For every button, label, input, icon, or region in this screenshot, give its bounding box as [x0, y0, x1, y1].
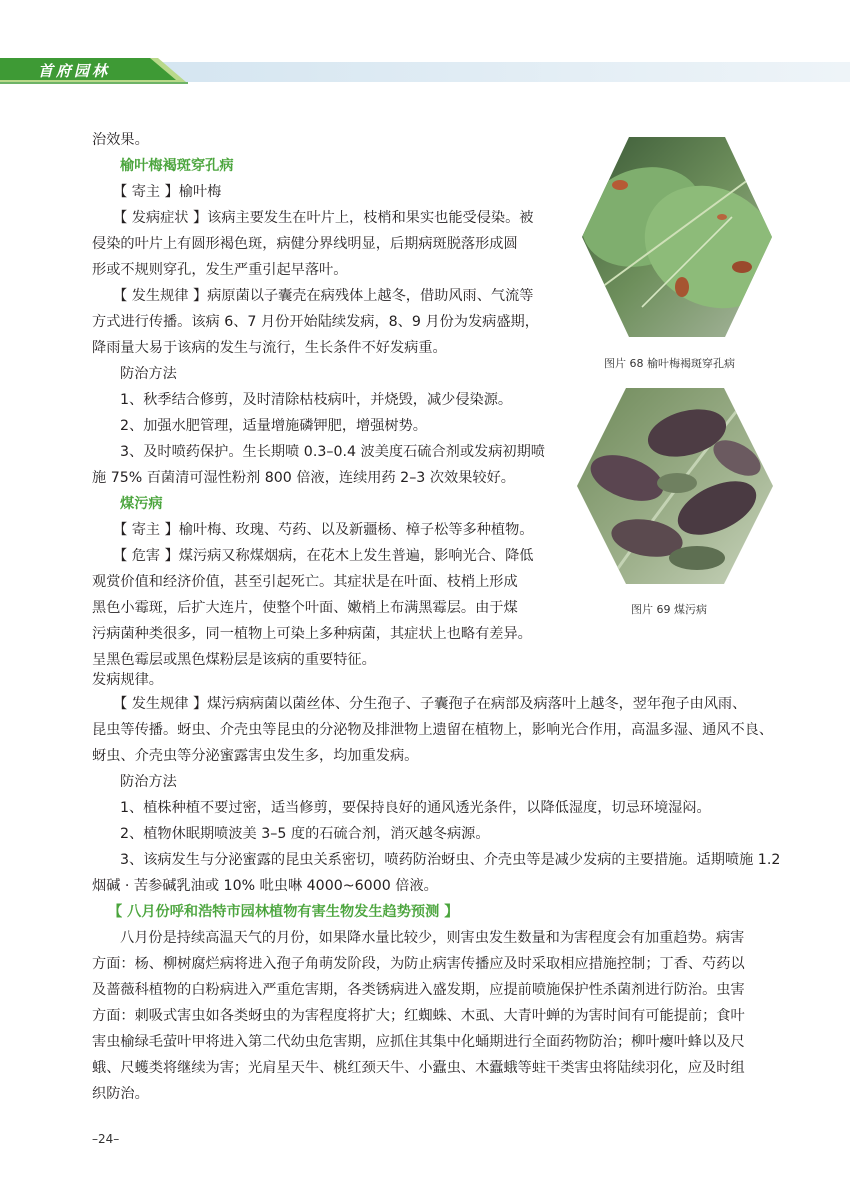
text-line: 方面：杨、柳树腐烂病将进入孢子角萌发阶段，为防止病害传播应及时采取相应措施控制；丁香、芍药以: [92, 956, 745, 972]
text-line: 及蔷薇科植物的白粉病进入严重危害期，各类锈病进入盛发期，应提前喷施保护性杀菌剂进行防治。虫害: [92, 982, 745, 998]
page-number: –24–: [92, 1132, 120, 1146]
text-line: 治效果。: [92, 132, 149, 148]
text-line: 蛾、尺蠖类将继续为害；光肩星天牛、桃红颈天牛、小蠹虫、木蠹蛾等蛀干类害虫将陆续羽化，应及时组: [92, 1060, 745, 1076]
text-line: 昆虫等传播。蚜虫、介壳虫等昆虫的分泌物及排泄物上遗留在植物上，影响光合作用，高温多湿、通风不良、: [92, 722, 774, 738]
figure-caption: 图片 68 榆叶梅褐斑穿孔病: [604, 357, 735, 370]
section-heading: 榆叶梅褐斑穿孔病: [120, 158, 234, 174]
text-line: 【 发生规律 】煤污病病菌以菌丝体、分生孢子、子囊孢子在病部及病落叶上越冬，翌年孢子由风雨、: [113, 696, 747, 712]
text-line: 【 危害 】煤污病又称煤烟病，在花木上发生普遍，影响光合、降低: [113, 548, 534, 564]
header-band: [0, 56, 850, 86]
text-line: 呈黑色霉层或黑色煤粉层是该病的重要特征。: [92, 652, 376, 668]
text-line: 防治方法: [120, 366, 177, 382]
text-line: 【 发病症状 】该病主要发生在叶片上，枝梢和果实也能受侵染。被: [113, 210, 534, 226]
section-heading: 【 八月份呼和浩特市园林植物有害生物发生趋势预测 】: [108, 904, 459, 920]
figure-caption: 图片 69 煤污病: [631, 603, 707, 616]
text-line: 烟碱 · 苦参碱乳油或 10% 吡虫啉 4000~6000 倍液。: [92, 878, 438, 894]
text-line: 【 寄主 】榆叶梅: [113, 184, 222, 200]
text-line: 织防治。: [92, 1086, 149, 1102]
text-line: 八月份是持续高温天气的月份，如果降水量比较少，则害虫发生数量和为害程度会有加重趋势。病害: [120, 930, 745, 946]
text-line: 3、及时喷药保护。生长期喷 0.3–0.4 波美度石硫合剂或发病初期喷: [120, 444, 545, 460]
text-line: 施 75% 百菌清可湿性粉剂 800 倍液，连续用药 2–3 次效果较好。: [92, 470, 515, 486]
text-line: 害虫榆绿毛萤叶甲将进入第二代幼虫危害期，应抓住其集中化蛹期进行全面药物防治；柳叶瘿叶蜂以及尺: [92, 1034, 745, 1050]
text-line: 观赏价值和经济价值，甚至引起死亡。其症状是在叶面、枝梢上形成: [92, 574, 518, 590]
sooty-mold-photo: [577, 388, 773, 584]
text-line: 2、植物休眠期喷波美 3–5 度的石硫合剂，消灭越冬病源。: [120, 826, 490, 842]
text-line: 1、植株种植不要过密，适当修剪，要保持良好的通风透光条件，以降低湿度，切忌环境湿闷。: [120, 800, 711, 816]
text-line: 1、秋季结合修剪，及时清除枯枝病叶，并烧毁，减少侵染源。: [120, 392, 513, 408]
text-line: 【 发生规律 】病原菌以子囊壳在病残体上越冬，借助风雨、气流等: [113, 288, 534, 304]
text-line: 黑色小霉斑，后扩大连片，使整个叶面、嫩梢上布满黑霉层。由于煤: [92, 600, 518, 616]
header-title: 首府园林: [38, 62, 111, 80]
text-line: 【 寄主 】榆叶梅、玫瑰、芍药、以及新疆杨、樟子松等多种植物。: [113, 522, 534, 538]
text-line: 方式进行传播。该病 6、7 月份开始陆续发病，8、9 月份为发病盛期，: [92, 314, 539, 330]
text-line: 蚜虫、介壳虫等分泌蜜露害虫发生多，均加重发病。: [92, 748, 419, 764]
text-line: 发病规律。: [92, 672, 163, 688]
text-line: 污病菌种类很多，同一植物上可染上多种病菌，其症状上也略有差异。: [92, 626, 532, 642]
text-line: 3、该病发生与分泌蜜露的昆虫关系密切，喷药防治蚜虫、介壳虫等是减少发病的主要措施。适期喷施 1.2: [120, 852, 781, 868]
text-line: 防治方法: [120, 774, 177, 790]
text-line: 降雨量大易于该病的发生与流行，生长条件不好发病重。: [92, 340, 447, 356]
section-heading: 煤污病: [120, 496, 163, 512]
text-line: 形或不规则穿孔，发生严重引起早落叶。: [92, 262, 348, 278]
text-line: 侵染的叶片上有圆形褐色斑，病健分界线明显，后期病斑脱落形成圆: [92, 236, 518, 252]
leaf-brown-spot-photo: [582, 137, 772, 337]
text-line: 方面：刺吸式害虫如各类蚜虫的为害程度将扩大；红蜘蛛、木虱、大青叶蝉的为害时间有可能提前；食叶: [92, 1008, 745, 1024]
text-line: 2、加强水肥管理，适量增施磷钾肥，增强树势。: [120, 418, 427, 434]
